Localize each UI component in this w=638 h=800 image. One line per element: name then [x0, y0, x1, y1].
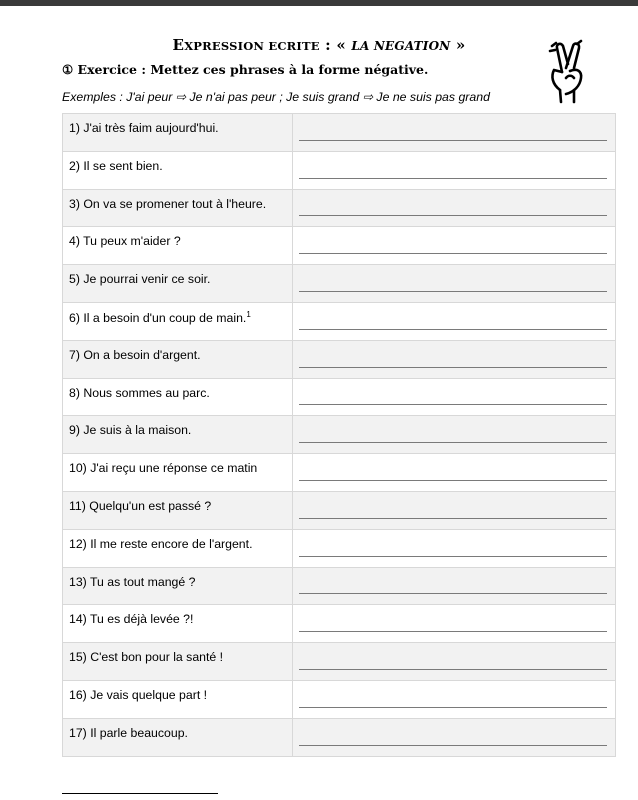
sentence-text: 10) J'ai reçu une réponse ce matin: [69, 461, 258, 476]
answer-line[interactable]: [299, 480, 607, 481]
sentence-text: 17) Il parle beaucoup.: [69, 725, 188, 740]
answer-cell[interactable]: [293, 605, 616, 643]
footnote-marker: 1: [246, 309, 251, 319]
answer-cell[interactable]: [293, 416, 616, 454]
sentence-cell: [63, 680, 293, 718]
answer-cell[interactable]: [293, 340, 616, 378]
table-row: [63, 680, 616, 718]
sentence-text: 2) Il se sent bien.: [69, 158, 163, 173]
sentence-cell: [63, 302, 293, 340]
answer-cell[interactable]: [293, 265, 616, 303]
answer-line[interactable]: [299, 253, 607, 254]
answer-cell[interactable]: [293, 567, 616, 605]
title-separator: : «: [319, 36, 352, 54]
examples-text: Exemples : J'ai peur ⇨ Je n'ai pas peur ; Je suis grand ⇨ Je ne suis pas grand: [62, 90, 490, 104]
table-row: [63, 718, 616, 756]
table-row: [63, 605, 616, 643]
answer-line[interactable]: [299, 140, 607, 141]
sentence-cell: [63, 718, 293, 756]
sentence-text: 13) Tu as tout mangé ?: [69, 574, 196, 589]
sentence-cell: [63, 378, 293, 416]
sentence-cell: [63, 454, 293, 492]
title-italic-initial-2: N: [373, 39, 386, 53]
answer-cell[interactable]: [293, 189, 616, 227]
answer-line[interactable]: [299, 215, 607, 216]
answer-line[interactable]: [299, 442, 607, 443]
sentence-text: 14) Tu es déjà levée ?!: [69, 612, 194, 627]
sentence-text: 9) Je suis à la maison.: [69, 423, 192, 438]
sentence-cell: [63, 265, 293, 303]
sentence-text: 15) C'est bon pour la santé !: [69, 650, 224, 665]
sentence-text: 3) On va se promener tout à l'heure.: [69, 196, 267, 211]
window-top-bar: [0, 0, 638, 6]
exercise-table: [62, 113, 616, 757]
sentence-cell: [63, 340, 293, 378]
answer-cell[interactable]: [293, 227, 616, 265]
answer-line[interactable]: [299, 404, 607, 405]
answer-line[interactable]: [299, 669, 607, 670]
sentence-cell: [63, 529, 293, 567]
sentence-text: 5) Je pourrai venir ce soir.: [69, 272, 211, 287]
answer-cell[interactable]: [293, 114, 616, 152]
sentence-text: 16) Je vais quelque part !: [69, 687, 208, 702]
answer-line[interactable]: [299, 518, 607, 519]
answer-cell[interactable]: [293, 643, 616, 681]
answer-cell[interactable]: [293, 529, 616, 567]
sentence-text: 11) Quelqu'un est passé ?: [69, 498, 212, 513]
sentence-cell: [63, 227, 293, 265]
sentence-cell: [63, 605, 293, 643]
answer-cell[interactable]: [293, 378, 616, 416]
table-row: [63, 643, 616, 681]
table-row: [63, 265, 616, 303]
table-row: [63, 529, 616, 567]
answer-line[interactable]: [299, 178, 607, 179]
title-text: XPRESSION ECRITE: [184, 39, 320, 53]
title-closing: »: [450, 36, 466, 54]
answer-cell[interactable]: [293, 718, 616, 756]
answer-line[interactable]: [299, 556, 607, 557]
table-row: [63, 378, 616, 416]
sentence-cell: [63, 643, 293, 681]
title-italic-article: A: [359, 39, 374, 53]
answer-line[interactable]: [299, 593, 607, 594]
footnote-separator: [62, 793, 218, 794]
sentence-text: 7) On a besoin d'argent.: [69, 347, 201, 362]
title-italic-word: EGATION: [385, 39, 451, 53]
title-initial: E: [172, 36, 185, 54]
answer-line[interactable]: [299, 631, 607, 632]
table-row: [63, 302, 616, 340]
answer-cell[interactable]: [293, 302, 616, 340]
table-row: [63, 151, 616, 189]
sentence-cell: [63, 491, 293, 529]
answer-line[interactable]: [299, 291, 607, 292]
table-row: [63, 189, 616, 227]
sentence-text: 1) J'ai très faim aujourd'hui.: [69, 121, 219, 135]
answer-line[interactable]: [299, 367, 607, 368]
table-row: [63, 416, 616, 454]
sentence-cell: [63, 416, 293, 454]
answer-line[interactable]: [299, 745, 607, 746]
crossed-fingers-hand-icon: [544, 38, 588, 106]
table-row: [63, 491, 616, 529]
sentence-text: 12) Il me reste encore de l'argent.: [69, 536, 253, 551]
page-title: [0, 36, 638, 54]
sentence-cell: [63, 114, 293, 152]
answer-cell[interactable]: [293, 491, 616, 529]
answer-line[interactable]: [299, 707, 607, 708]
sentence-cell: [63, 189, 293, 227]
answer-cell[interactable]: [293, 680, 616, 718]
table-row: [63, 454, 616, 492]
sentence-cell: [63, 151, 293, 189]
sentence-text: 8) Nous sommes au parc.: [69, 385, 210, 400]
table-row: [63, 114, 616, 152]
answer-line[interactable]: [299, 329, 607, 330]
sentence-text: 6) Il a besoin d'un coup de main.: [69, 311, 247, 326]
answer-cell[interactable]: [293, 454, 616, 492]
answer-cell[interactable]: [293, 151, 616, 189]
title-italic-initial: L: [351, 39, 360, 53]
exercise-instruction: ① Exercice : Mettez ces phrases à la forme négative.: [62, 62, 429, 77]
table-row: [63, 340, 616, 378]
sentence-text: 4) Tu peux m'aider ?: [69, 234, 181, 249]
table-row: [63, 227, 616, 265]
table-row: [63, 567, 616, 605]
sentence-cell: [63, 567, 293, 605]
